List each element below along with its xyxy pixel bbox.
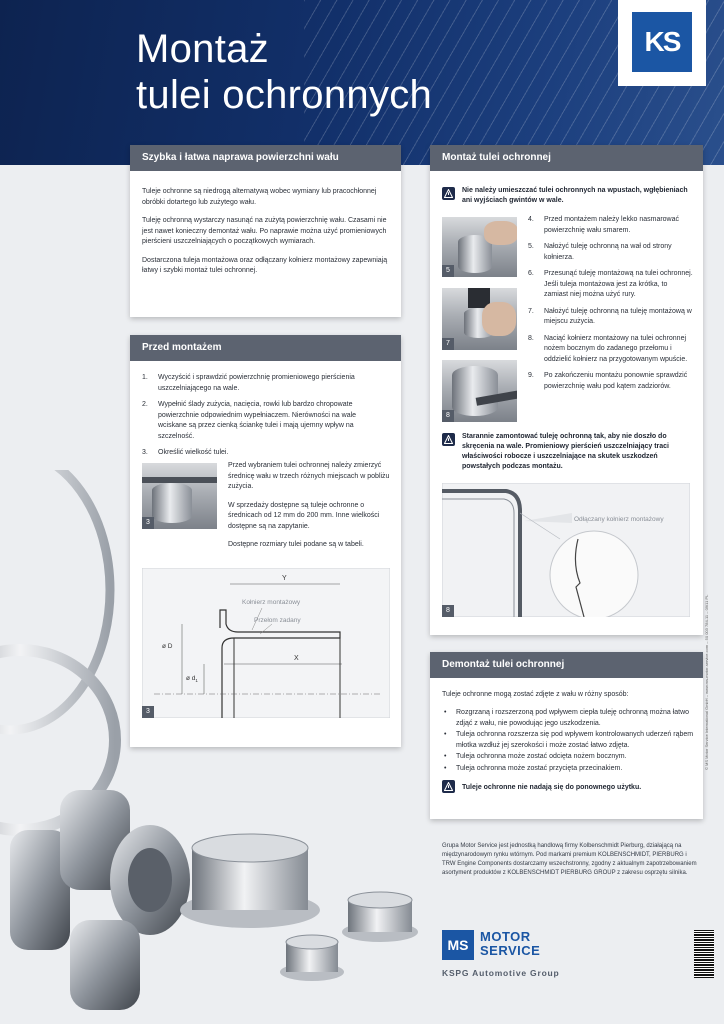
- warning-text: Nie należy umieszczać tulei ochronnych na wpustach, wgłębieniach ani wyjściach gwintów w wale.: [462, 187, 688, 204]
- list-item: [528, 334, 693, 366]
- dim-d1-text: ø d: [186, 675, 196, 682]
- copyright-note: © MS Motor Service International GmbH – www.ms-motor-service.com – 50 003 784-11 – 09/11 PL: [704, 594, 709, 770]
- page-title: [136, 26, 432, 118]
- warning-icon: [442, 187, 455, 200]
- step-text: Po zakończeniu montażu ponownie sprawdzić powierzchnię wału pod kątem zadziorów.: [544, 372, 688, 390]
- paragraph: Przed wybraniem tulei ochronnej należy zmierzyć średnicę wału w trzech różnych miejscach w pobliżu zużycia.: [228, 462, 390, 490]
- title-line-2: tulei ochronnych: [136, 73, 433, 117]
- removal-intro: Tuleje ochronne mogą zostać zdjęte z wału w różny sposób:: [442, 691, 629, 698]
- steps-list: [528, 215, 693, 392]
- list-item: • Rozgrzaną i rozszerzoną pod wpływem ciepła tuleję ochronną można łatwo zdjąć z wału, nie powodując jego uszkodzenia.: [442, 708, 698, 729]
- header-banner: [0, 0, 724, 165]
- measure-notes: [228, 461, 393, 559]
- hand-shape: [482, 302, 516, 336]
- list-item: • Tuleja ochronna rozszerza się pod wpływem kontrolowanych uderzeń rąbem młotka wzdłuż jej szerokości i może zostać łatwo zdjęta.: [442, 730, 698, 751]
- dim-y-label: Y: [282, 575, 287, 582]
- figure-number: 8: [442, 605, 454, 617]
- barcode: [694, 930, 714, 978]
- dim-x-label: X: [294, 655, 299, 662]
- step-number: 5.: [528, 243, 534, 250]
- ks-logo-mark: KS: [632, 12, 692, 72]
- sleeve-technical-drawing: [142, 568, 390, 718]
- warning-icon: [442, 780, 455, 793]
- panel-quick-repair: [130, 145, 401, 317]
- list-item: [528, 215, 693, 236]
- photo-step-5: [442, 217, 517, 277]
- company-description: Grupa Motor Service jest jednostką handlową firmy Kolbenschmidt Pierburg, działającą na międzynarodowym rynku wtórnym. Pod markami premium KOLBENSCHMIDT, PIERBURG i TRW Engine Components dostarczamy wszechstronny, zgodny z aktualnym zapotrzebowaniem asortyment produktów z KOLBENSCHMIDT PIERBURG GROUP z zakresu osprzętu silnika.: [442, 843, 697, 876]
- step-text: Nałożyć tuleję ochronną na wał od strony kołnierza.: [544, 243, 672, 261]
- step-number: 6.: [528, 270, 534, 277]
- sleeve-shape: [452, 366, 498, 416]
- list-item: [528, 371, 693, 392]
- step-number: 3.: [142, 449, 148, 456]
- step-text: Naciąć kołnierz montażowy na tulei ochronnej nożem bocznym do zadanego przełomu i oddzielić kołnierz na przygotowanym wpuście.: [544, 334, 688, 363]
- list-item: [142, 400, 382, 442]
- figure-number: 3: [142, 706, 154, 718]
- steps-list: [142, 373, 382, 459]
- panel-mounting: [430, 145, 703, 635]
- step-number: 9.: [528, 372, 534, 379]
- step-text: Wyczyścić i sprawdzić powierzchnię promieniowego pierścienia uszczelniającego na wale.: [158, 374, 355, 392]
- sleeve-products-illustration: [180, 830, 430, 1020]
- figure-number: 7: [442, 338, 454, 350]
- figure-number: 3: [142, 517, 154, 529]
- motor-service-wordmark: [480, 930, 540, 958]
- caliper-shape: [142, 477, 217, 483]
- motor-service-logo: MS: [442, 930, 474, 960]
- list-item: [528, 307, 693, 328]
- hand-shape: [484, 221, 517, 245]
- step-text: Nałożyć tuleję ochronną na tuleję montażową w miejscu zużycia.: [544, 307, 692, 325]
- detail-flange-label: Odłączany kołnierz montażowy: [574, 516, 664, 523]
- step-number: 2.: [142, 401, 148, 408]
- list-item: • Tuleja ochronna może zostać odcięta nożem bocznym.: [442, 752, 698, 763]
- panel-heading: Montaż tulei ochronnej: [430, 145, 703, 171]
- step-number: 7.: [528, 307, 534, 315]
- caliper-photo: [142, 463, 217, 529]
- step-text: Przed montażem należy lekko nasmarować powierzchnię wału smarem.: [544, 216, 680, 234]
- paragraph: Dostarczona tuleja montażowa oraz odłączany kołnierz montażowy zapewniają łatwy i szybki montaż tulei ochronnej.: [142, 256, 388, 274]
- removal-list: [442, 708, 698, 774]
- wordmark-line-2: SERVICE: [480, 943, 541, 958]
- dim-d1-sub: 1: [195, 678, 198, 683]
- figure-number: 5: [442, 265, 454, 277]
- list-item: [528, 242, 693, 263]
- sleeve-shape: [152, 483, 192, 523]
- paragraph: Dostępne rozmiary tulei podane są w tabeli.: [228, 541, 364, 548]
- wordmark-line-1: MOTOR: [480, 929, 531, 944]
- dim-d-label: ø D: [162, 643, 173, 650]
- group-name: KSPG Automotive Group: [442, 968, 560, 978]
- step-text: Określić wielkość tulei.: [158, 449, 229, 456]
- paragraph: Tuleje ochronne są niedrogą alternatywą wobec wymiany lub pracochłonnej obróbki dotartego lub zużytego wału.: [142, 188, 377, 206]
- list-item: [142, 373, 382, 394]
- panel-body: [142, 187, 390, 285]
- removal-list-container: [442, 708, 698, 775]
- panel-removal: [430, 652, 703, 819]
- panel-heading: Przed montażem: [130, 335, 401, 361]
- warning-icon: [442, 433, 455, 446]
- figure-number: 8: [442, 410, 454, 422]
- list-item: [142, 448, 382, 459]
- panel-heading: Szybka i łatwa naprawa powierzchni wału: [130, 145, 401, 171]
- photo-step-8: [442, 360, 517, 422]
- list-item: • Tuleja ochronna może zostać przycięta przecinakiem.: [442, 764, 698, 775]
- flange-detail-drawing: [442, 483, 690, 617]
- title-line-1: Montaż: [136, 27, 269, 71]
- photo-step-7: [442, 288, 517, 350]
- break-label: Przełom zadany: [254, 617, 301, 624]
- flange-label: Kołnierz montażowy: [242, 599, 301, 606]
- crankshaft-illustration: [0, 770, 200, 1020]
- step-number: 1.: [142, 374, 148, 381]
- step-text: Wypełnić ślady zużycia, nacięcia, rowki lub bardzo chropowate powierzchnie odpowiednim wypełniaczem. Nierówności na wale wciskane są przez cienką ściankę tulei i mają ujemny wpływ na szczelność.: [158, 401, 357, 440]
- list-item: [528, 269, 693, 301]
- warning-text: Tuleje ochronne nie nadają się do ponownego użytku.: [462, 784, 642, 791]
- step-number: 4.: [528, 216, 534, 223]
- steps-list-container: [142, 373, 382, 465]
- warning-text: Starannie zamontować tuleję ochronną tak, aby nie doszło do skręcenia na wale. Promieniowy pierścień uszczelniający traci właściwości robocze i uszczelniające na skutek uszkodzeń powstałych podczas montażu.: [462, 433, 669, 470]
- panel-before-mounting: [130, 335, 401, 747]
- step-number: 8.: [528, 334, 534, 342]
- step-text: Przesunąć tuleję montażową na tulei ochronnej. Jeśli tuleja montażowa jest za krótka, to zamiast niej można użyć rury.: [544, 270, 693, 298]
- mount-steps: [528, 215, 693, 398]
- paragraph: W sprzedaży dostępne są tuleje ochronne o średnicach od 12 mm do 200 mm. Inne wielkości dostępne są na zapytanie.: [228, 501, 380, 530]
- panel-heading: Demontaż tulei ochronnej: [430, 652, 703, 678]
- ks-logo: [618, 0, 706, 86]
- paragraph: Tuleję ochronną wystarczy nasunąć na zużytą powierzchnię wału. Czasami nie jest nawet konieczny demontaż wału. Po naprawie można użyć promieniowych pierścieni uszczelniających o początkowych wymiarach.: [142, 217, 387, 245]
